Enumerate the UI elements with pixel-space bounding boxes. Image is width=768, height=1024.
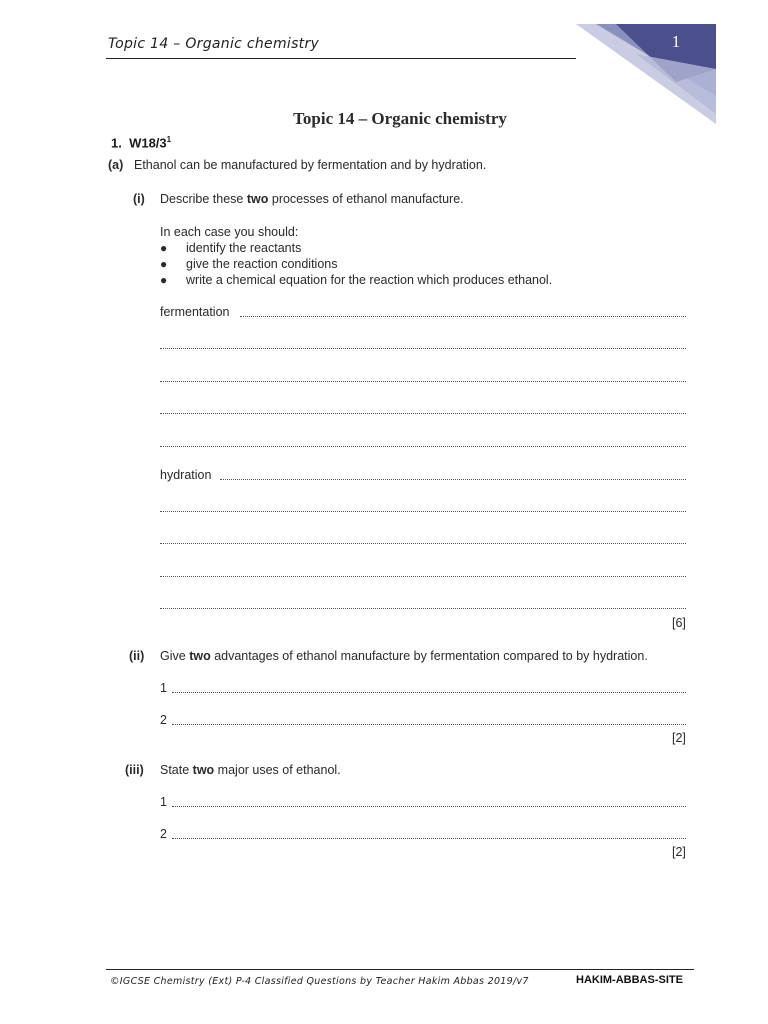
- bullet-item: give the reaction conditions: [186, 257, 338, 271]
- answer-line[interactable]: [160, 608, 686, 609]
- part-iii-label: (iii): [125, 763, 144, 777]
- question-number: 1. $W18/3^1$: [111, 135, 172, 151]
- hydration-label: hydration: [160, 468, 212, 482]
- part-ii-label: (ii): [129, 649, 145, 663]
- page-title: Topic 14 – Organic chemistry: [293, 109, 507, 128]
- fermentation-label: fermentation: [160, 305, 230, 319]
- part-i-label: (i): [133, 192, 145, 206]
- part-i-text: Describe these two processes of ethanol manufacture.: [160, 192, 464, 206]
- page-number: 1: [671, 32, 681, 51]
- answer-line[interactable]: [172, 692, 686, 693]
- part-a-text: Ethanol can be manufactured by fermentation and by hydration.: [134, 158, 487, 172]
- answer-line[interactable]: [172, 806, 686, 807]
- answer-line[interactable]: [160, 543, 686, 544]
- answer-line[interactable]: [240, 316, 686, 317]
- answer-number: 1: [160, 795, 167, 809]
- part-ii-text: Give two advantages of ethanol manufacture by fermentation compared to by hydration.: [160, 649, 648, 663]
- answer-line[interactable]: [160, 446, 686, 447]
- answer-line[interactable]: [160, 381, 686, 382]
- bullet-marker: ●: [160, 257, 168, 271]
- answer-line[interactable]: [172, 724, 686, 725]
- bullet-marker: ●: [160, 273, 168, 287]
- part-iii-text: State two major uses of ethanol.: [160, 763, 341, 777]
- footer-rule: [106, 969, 694, 970]
- answer-line[interactable]: [172, 838, 686, 839]
- running-header-title: Topic 14 – Organic chemistry: [108, 36, 320, 52]
- marks-part-ii: [2]: [672, 731, 686, 745]
- bullet-item: write a chemical equation for the reaction which produces ethanol.: [186, 273, 553, 287]
- answer-line[interactable]: [160, 511, 686, 512]
- bullet-marker: ●: [160, 241, 168, 255]
- part-a-label: (a): [108, 158, 124, 172]
- header-rule: [106, 58, 576, 59]
- bullet-item: identify the reactants: [186, 241, 302, 255]
- answer-number: 2: [160, 827, 167, 841]
- answer-line[interactable]: [160, 348, 686, 349]
- footer-copyright: ©IGCSE Chemistry (Ext) P-4 Classified Questions by Teacher Hakim Abbas 2019/v7: [110, 976, 529, 987]
- answer-line[interactable]: [160, 576, 686, 577]
- marks-part-iii: [2]: [672, 845, 686, 859]
- answer-number: 2: [160, 713, 167, 727]
- answer-line[interactable]: [160, 413, 686, 414]
- answer-line[interactable]: [220, 479, 686, 480]
- footer-site-name: HAKIM-ABBAS-SITE: [576, 974, 683, 986]
- answer-number: 1: [160, 681, 167, 695]
- marks-part-i: [6]: [672, 616, 686, 630]
- part-i-intro: In each case you should:: [160, 225, 299, 239]
